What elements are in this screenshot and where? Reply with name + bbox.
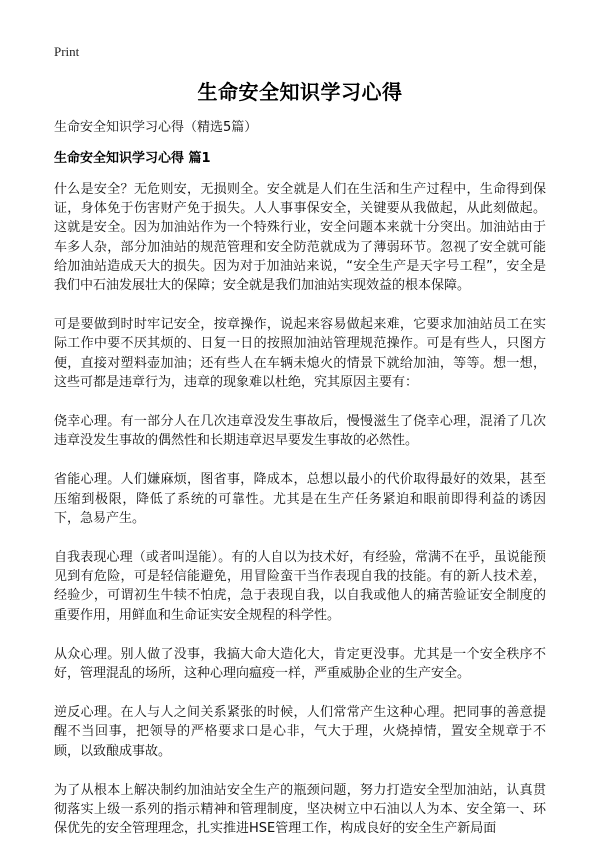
- paragraph-rebellious-mentality: 逆反心理。在人与人之间关系紧张的时候，人们常常产生这种心理。把同事的善意提醒不当回事，把领导的严格要求口是心非，气大于理，火烧掉情，置安全规章于不顾，以致酿成事故。: [54, 705, 546, 759]
- print-label: Print: [54, 44, 80, 59]
- paragraph-showoff-mentality: 自我表现心理（或者叫逞能）。有的人自以为技术好，有经验，常满不在乎，虽说能预见到有危险，可是轻信能避免，用冒险蛮干当作表现自我的技能。有的新人技术差，经验少，可谓初生牛犊不怕虎，急于表现自我，以自我或他人的痛苦验证安全制度的重要作用，用鲜血和生命证实安全规程的科学性。: [54, 550, 546, 623]
- section-heading: 生命安全知识学习心得 篇1: [54, 151, 211, 166]
- document-subtitle: 生命安全知识学习心得（精选5篇）: [54, 120, 258, 135]
- paragraph-shortcut-mentality: 省能心理。人们嫌麻烦，图省事，降成本，总想以最小的代价取得最好的效果，甚至压缩到极限，降低了系统的可靠性。尤其是在生产任务紧迫和眼前即得利益的诱因下，急易产生。: [54, 472, 546, 526]
- body-text: [54, 180, 546, 858]
- paragraph-conclusion: 为了从根本上解决制约加油站安全生产的瓶颈问题，努力打造安全型加油站，认真贯彻落实上级一系列的指示精神和管理制度，坚决树立中石油以人为本、安全第一、环保优先的安全管理理念，扎实推进HSE管理工作，构成良好的安全生产新局面: [54, 782, 546, 837]
- paragraph-violation-causes: 可是要做到时时牢记安全，按章操作，说起来容易做起来难，它要求加油站员工在实际工作中要不厌其烦的、日复一日的按照加油站管理规范操作。可是有些人，只图方便，直接对塑料壶加油；还有些人在车辆未熄火的情景下就给加油，等等。想一想，这些可都是违章行为，违章的现象难以杜绝，究其原因主要有：: [54, 317, 546, 390]
- paragraph-intro: 什么是安全？无危则安，无损则全。安全就是人们在生活和生产过程中，生命得到保证，身体免于伤害财产免于损失。人人事事保安全，关键要从我做起，从此刻做起。这就是安全。因为加油站作为一个特殊行业，安全问题本来就十分突出。加油站由于车多人杂，部分加油站的规范管理和安全防范就成为了薄弱环节。忽视了安全就可能给加油站造成天大的损失。因为对于加油站来说，“安全生产是天字号工程”，安全是我们中石油发展壮大的保障；安全就是我们加油站实现效益的根本保障。: [54, 182, 546, 294]
- paragraph-conformity-mentality: 从众心理。别人做了没事，我搞大命大造化大，肯定更没事。尤其是一个安全秩序不好，管理混乱的场所，这种心理向瘟疫一样，严重威胁企业的生产安全。: [54, 646, 546, 682]
- page-title: 生命安全知识学习心得: [197, 80, 403, 104]
- paragraph-luck-mentality: 侥幸心理。有一部分人在几次违章没发生事故后，慢慢滋生了侥幸心理，混淆了几次违章没发生事故的偶然性和长期违章迟早要发生事故的必然性。: [54, 414, 546, 449]
